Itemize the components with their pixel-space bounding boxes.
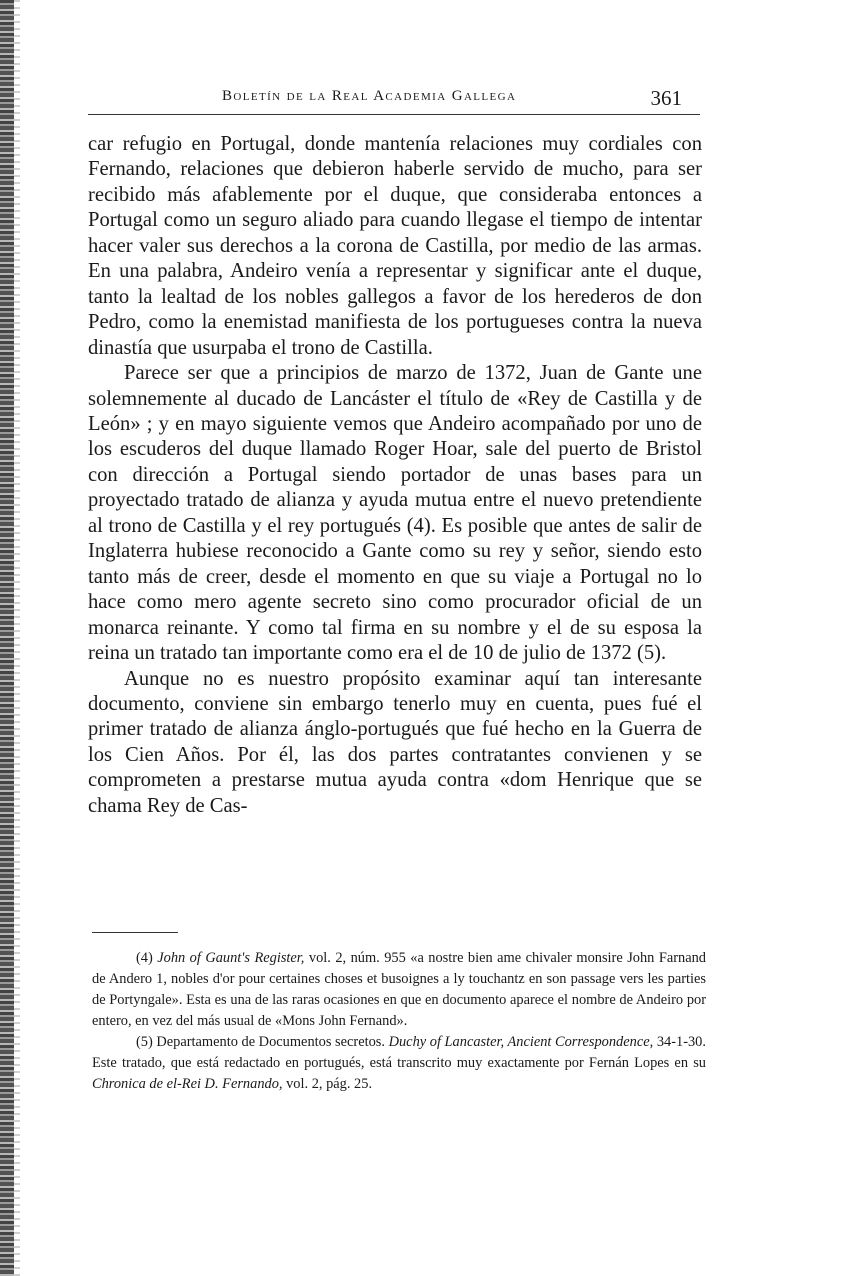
footnote-5 — [92, 1032, 706, 1095]
footnote-rule — [92, 932, 178, 933]
footnote-4-marker: (4) — [136, 950, 153, 966]
page-header — [88, 88, 700, 115]
body-text — [88, 132, 702, 819]
footnote-5-tail: vol. 2, pág. 25. — [286, 1076, 373, 1092]
footnotes — [92, 948, 706, 1095]
running-title: Boletín de la Real Academia Gallega — [222, 88, 517, 104]
paragraph-3: Aunque no es nuestro propósito examinar aquí tan interesante documento, conviene sin embargo tenerlo muy en cuenta, pues fué el primer tratado de alianza ánglo-portugués que fué hecho en la Guerra de los Cien Años. Por él, las dos partes contratantes convienen y se comprometen a prestarse mutua ayuda contra «dom Henrique que se chama Rey de Cas- — [88, 667, 702, 817]
paragraph-1: car refugio en Portugal, donde mantenía relaciones muy cordiales con Fernando, relaciones que debieron haberle servido de mucho, para ser recibido más afablemente por el duque, que consideraba entonces a Portugal como un seguro aliado para cuando llegase el tiempo de intentar hacer valer sus derechos a la corona de Castilla, por medio de las armas. En una palabra, Andeiro venía a representar y significar ante el duque, tanto la lealtad de los nobles gallegos a favor de los herederos de don Pedro, como la enemistad manifiesta de los portugueses contra la nueva dinastía que usurpaba el trono de Castilla. — [88, 133, 702, 359]
footnote-5-lead: Departamento de Documentos secretos. — [156, 1034, 385, 1050]
footnote-5-text: 34-1-30. Este tratado, que está redactado en portugués, está transcrito muy exactamente por Fernán Lopes en su — [92, 1034, 706, 1071]
footnote-5-work: Chronica de el-Rei D. Fernando, — [92, 1076, 283, 1092]
footnote-5-marker: (5) — [136, 1034, 153, 1050]
page-binding-edge — [0, 0, 14, 1276]
footnote-5-source: Duchy of Lancaster, Ancient Correspondence, — [388, 1034, 654, 1050]
paragraph-2: Parece ser que a principios de marzo de 1372, Juan de Gante une solemnemente al ducado de Lancáster el título de «Rey de Castilla y de León» ; y en mayo siguiente vemos que Andeiro acompañado por uno de los escuderos del duque llamado Roger Hoar, sale del puerto de Bristol con dirección a Portugal siendo portador de unas bases para un proyectado tratado de alianza y ayuda mutua entre el nuevo pretendiente al trono de Castilla y el rey portugués (4). Es posible que antes de salir de Inglaterra hubiese reconocido a Gante como su rey y señor, siendo esto tanto más de creer, desde el momento en que su viaje a Portugal no lo hace como mero agente secreto sino como procurador oficial de un monarca reinante. Y como tal firma en su nombre y el de su esposa la reina un tratado tan importante como era el de 10 de julio de 1372 (5). — [88, 362, 702, 665]
footnote-4 — [92, 948, 706, 1032]
footnote-4-source: John of Gaunt's Register, — [157, 950, 305, 966]
footnote-4-text: vol. 2, núm. 955 «a nostre bien ame chivaler monsire John Farnand de Andero 1, nobles d'or pour certaines choses et busoignes a ly touchantz en son passage vers les parties de Portyngale». Esta es una de las raras ocasiones en que en documento aparece el nombre de Andeiro por entero, en vez del más usual de «Mons John Fernand». — [92, 950, 706, 1029]
page-number: 361 — [650, 86, 682, 110]
page-binding-shadow — [14, 0, 20, 1276]
